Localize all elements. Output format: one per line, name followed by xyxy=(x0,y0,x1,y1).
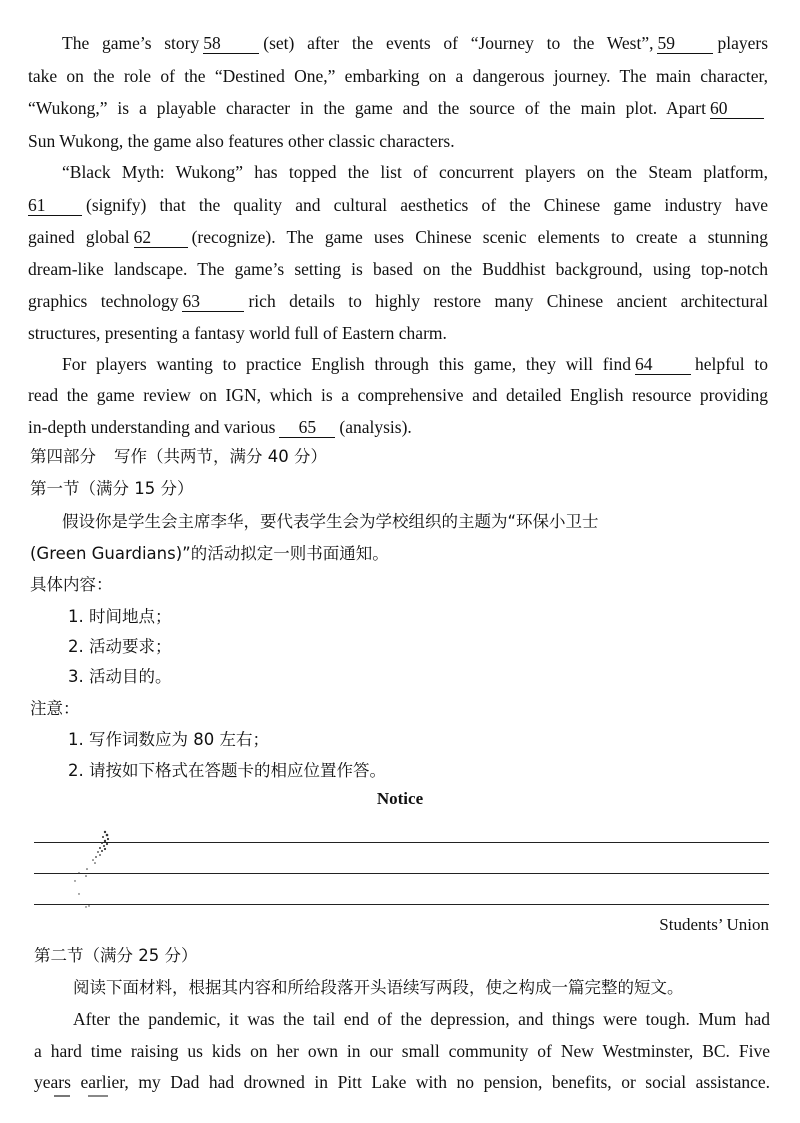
blank-65[interactable]: 65 xyxy=(279,418,335,438)
section1-title: 第一节（满分 15 分） xyxy=(30,479,194,498)
text: rich details to highly restore many Chinese ancient architectural xyxy=(248,291,769,311)
part4-subtitle: 写作（共两节，满分 40 分） xyxy=(114,447,327,466)
notice-title: Notice xyxy=(376,789,424,808)
p3-line2: read the game review on IGN, which is a comprehensive and detailed English resource providing xyxy=(28,385,768,405)
blank-61[interactable]: 61 xyxy=(28,196,82,216)
content-item: 1. 时间地点； xyxy=(68,607,172,626)
signature: Students’ Union xyxy=(659,915,769,934)
p2-line3 xyxy=(28,226,768,248)
story-line1: After the pandemic, it was the tail end of the depression, and things were tough. Mum had xyxy=(73,1009,770,1029)
writing-line[interactable] xyxy=(34,873,769,874)
p2-line2 xyxy=(28,194,768,216)
blank-59[interactable]: 59 xyxy=(657,34,713,54)
text: players xyxy=(717,33,769,53)
scan-speckle-icon xyxy=(60,826,120,916)
writing-line[interactable] xyxy=(34,842,769,843)
text: “Wukong,” is a playable character in the game and the source of the main plot. Apart xyxy=(28,98,706,118)
section2-title: 第二节（满分 25 分） xyxy=(34,946,198,965)
text: For players wanting to practice English through this game, they will find xyxy=(62,354,632,374)
notes-item: 2. 请按如下格式在答题卡的相应位置作答。 xyxy=(68,761,386,780)
notes-item: 1. 写作词数应为 80 左右； xyxy=(68,730,269,749)
p1-line2: take on the role of the “Destined One,” embarking on a dangerous journey. The main character, xyxy=(28,66,768,86)
section2-instruction: 阅读下面材料，根据其内容和所给段落开头语续写两段，使之构成一篇完整的短文。 xyxy=(73,978,684,997)
notes-label: 注意： xyxy=(30,699,80,718)
p2-line4: dream-like landscape. The game’s setting is based on the Buddhist background, using top-notch xyxy=(28,259,768,279)
p1-line1 xyxy=(62,32,768,54)
content-item: 3. 活动目的。 xyxy=(68,667,172,686)
p2-line6: structures, presenting a fantasy world full of Eastern charm. xyxy=(28,323,447,343)
content-item: 2. 活动要求； xyxy=(68,637,172,656)
writing-line[interactable] xyxy=(34,904,769,905)
text: (analysis). xyxy=(339,417,412,437)
section1-prompt-line1: 假设你是学生会主席李华，要代表学生会为学校组织的主题为“环保小卫士 xyxy=(62,512,599,531)
p2-line5 xyxy=(28,290,768,312)
blank-60[interactable]: 60 xyxy=(710,99,764,119)
blank-62[interactable]: 62 xyxy=(134,228,188,248)
p2-line1: “Black Myth: Wukong” has topped the list of concurrent players on the Steam platform, xyxy=(62,162,768,182)
text: The game’s story xyxy=(62,33,200,53)
text: helpful to xyxy=(695,354,768,374)
story-line3: years earlier, my Dad had drowned in Pitt Lake with no pension, benefits, or social assistance. xyxy=(34,1072,770,1092)
p1-line4: Sun Wukong, the game also features other classic characters. xyxy=(28,131,455,151)
text: (recognize). The game uses Chinese scenic elements to create a stunning xyxy=(191,227,768,247)
p3-line1 xyxy=(62,353,768,375)
text: (set) after the events of “Journey to the West”, xyxy=(263,33,654,53)
blank-58[interactable]: 58 xyxy=(203,34,259,54)
text: gained global xyxy=(28,227,130,247)
text: graphics technology xyxy=(28,291,179,311)
p3-line3 xyxy=(28,416,768,438)
scan-smudge-icon xyxy=(50,1093,120,1101)
blank-64[interactable]: 64 xyxy=(635,355,691,375)
blank-63[interactable]: 63 xyxy=(182,292,244,312)
p1-line3 xyxy=(28,97,768,119)
story-line2: a hard time raising us kids on her own in our small community of New Westminster, BC. Five xyxy=(34,1041,770,1061)
text: in-depth understanding and various xyxy=(28,417,276,437)
section1-prompt-line2: (Green Guardians)”的活动拟定一则书面通知。 xyxy=(30,544,389,563)
part4-heading xyxy=(30,446,327,468)
content-label: 具体内容： xyxy=(30,575,113,594)
text: (signify) that the quality and cultural aesthetics of the Chinese game industry have xyxy=(86,195,768,215)
part4-title: 第四部分 xyxy=(30,447,96,466)
